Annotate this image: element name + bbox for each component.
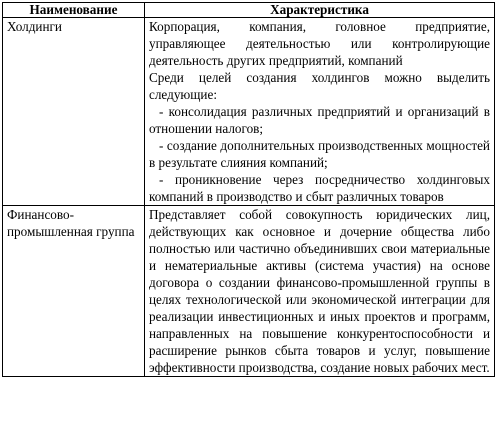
list-item: - создание дополнительных производственных мощностей в результате слияния компаний; [149,138,490,170]
row-description-holdings [145,18,495,206]
description-paragraph: Среди целей создания холдингов можно выделить следующие: [149,70,490,102]
table-row [3,18,495,206]
row-description-fpg [145,206,495,377]
table-header-row [3,3,495,18]
list-item: - консолидация различных предприятий и организаций в отношении налогов; [149,104,490,136]
row-name-fpg: Финансово-промышленная группа [3,206,145,377]
header-name: Наименование [3,3,145,18]
row-name-holdings: Холдинги [3,18,145,206]
description-paragraph: Корпорация, компания, головное предприятие, управляющее деятельностью или контролирующие деятельность других предприятий, компаний [149,19,490,68]
description-paragraph: Представляет собой совокупность юридических лиц, действующих как основное и дочерние общества либо полностью или частично объединивших свои материальные и нематериальные активы (система участия) на основе договора о создании финансово-промышленной группы в целях технологической или экономической интеграции для реализации инвестиционных и иных проектов и программ, направленных на повышение конкурентоспособности и расширение рынков сбыта товаров и услуг, повышение эффективности производства, создание новых рабочих мест. [149,207,490,375]
header-characteristic: Характеристика [145,3,495,18]
characteristics-table [2,2,495,377]
table-row [3,206,495,377]
list-item: - проникновение через посредничество холдинговых компаний в производство и сбыт различных товаров [149,172,490,204]
